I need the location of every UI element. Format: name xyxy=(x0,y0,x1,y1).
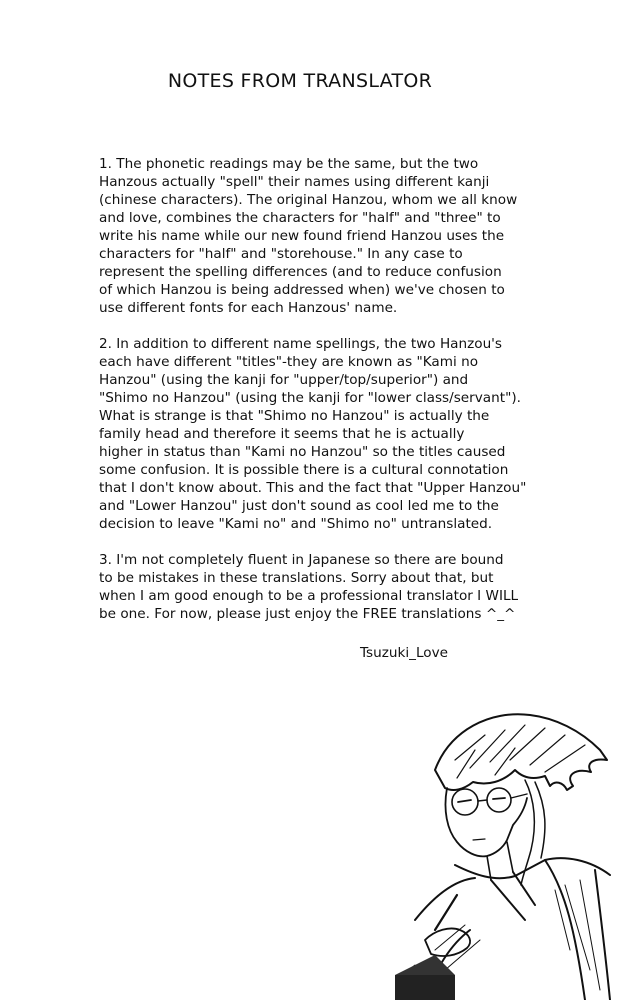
note-line: decision to leave "Kami no" and "Shimo no" untranslated. xyxy=(99,516,493,532)
note-line: (chinese characters). The original Hanzou, whom we all know xyxy=(99,192,518,208)
page-title: NOTES FROM TRANSLATOR xyxy=(167,70,433,92)
note-line: characters for "half" and "storehouse." In any case to xyxy=(99,246,463,262)
note-line: "Shimo no Hanzou" (using the kanji for "lower class/servant"). xyxy=(99,390,521,406)
face-outline xyxy=(445,788,527,856)
note-line: write his name while our new found friend Hanzou uses the xyxy=(99,228,505,244)
dark-cloth-shadow xyxy=(395,975,455,1000)
hair-outline xyxy=(435,714,607,790)
note-line: family head and therefore it seems that he is actually xyxy=(99,426,465,442)
translator-signature: Tsuzuki_Love xyxy=(360,645,449,661)
note-line: higher in status than "Kami no Hanzou" so the titles caused xyxy=(99,444,506,460)
translator-notes xyxy=(99,155,569,641)
coat-collar xyxy=(455,858,610,920)
coat-folds xyxy=(435,880,600,990)
glasses-right-lens xyxy=(487,788,511,812)
note-line: that I don't know about. This and the fact that "Upper Hanzou" xyxy=(99,480,527,496)
side-hair xyxy=(521,780,545,885)
note-line: be one. For now, please just enjoy the FREE translations ^_^ xyxy=(99,606,516,622)
dark-sleeve-shadow xyxy=(395,955,455,975)
note-line: represent the spelling differences (and to reduce confusion xyxy=(99,264,502,280)
mouth xyxy=(473,839,485,840)
note-paragraph-2 xyxy=(99,335,569,533)
note-line: each have different "titles"-they are known as "Kami no xyxy=(99,354,479,370)
note-line: 2. In addition to different name spellings, the two Hanzou's xyxy=(99,336,503,352)
glasses-left-lens xyxy=(452,789,478,815)
note-line: and love, combines the characters for "half" and "three" to xyxy=(99,210,501,226)
note-line: when I am good enough to be a professional translator I WILL xyxy=(99,588,519,604)
neck xyxy=(487,842,513,880)
manga-character-illustration xyxy=(395,690,621,1000)
note-paragraph-1 xyxy=(99,155,569,317)
note-line: some confusion. It is possible there is a cultural connotation xyxy=(99,462,509,478)
note-line: 1. The phonetic readings may be the same, but the two xyxy=(99,156,479,172)
note-line: and "Lower Hanzou" just don't sound as cool led me to the xyxy=(99,498,499,514)
hair-strands xyxy=(455,725,585,778)
pen xyxy=(435,895,457,930)
note-line: What is strange is that "Shimo no Hanzou" is actually the xyxy=(99,408,490,424)
note-line: of which Hanzou is being addressed when) we've chosen to xyxy=(99,282,505,298)
note-line: 3. I'm not completely fluent in Japanese so there are bound xyxy=(99,552,504,568)
note-line: use different fonts for each Hanzous' name. xyxy=(99,300,398,316)
note-line: Hanzous actually "spell" their names using different kanji xyxy=(99,174,490,190)
note-line: Hanzou" (using the kanji for "upper/top/superior") and xyxy=(99,372,469,388)
note-paragraph-3 xyxy=(99,551,569,623)
note-line: to be mistakes in these translations. Sorry about that, but xyxy=(99,570,494,586)
